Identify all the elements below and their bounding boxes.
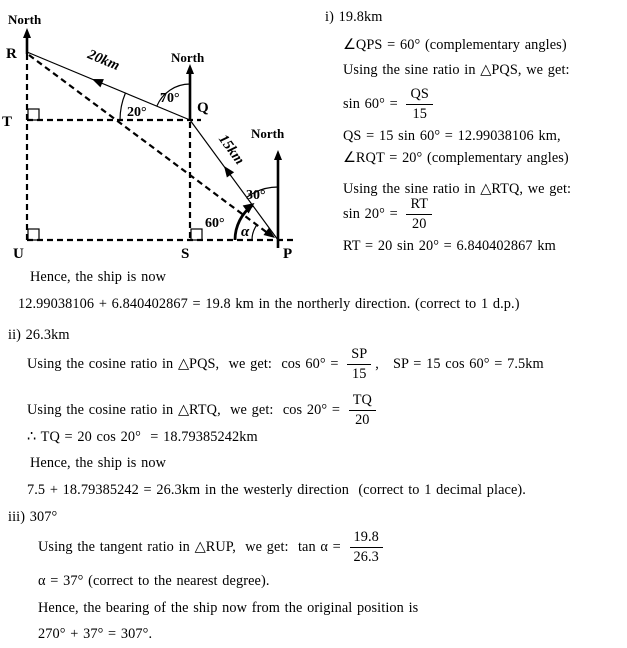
fraction-rt-20 [406, 196, 432, 233]
north-label-q: North [171, 50, 205, 65]
north-label-p: North [251, 126, 285, 141]
equation-post: , SP = 15 cos 60° = 7.5km [375, 356, 544, 372]
fraction-denominator: 26.3 [353, 549, 379, 565]
fraction-denominator: 20 [412, 216, 427, 232]
arc-alpha-at-p [252, 224, 257, 240]
fraction-denominator: 15 [412, 106, 427, 122]
direction-arrowhead-pq [220, 163, 234, 177]
part-i-equation-sin60 [343, 86, 437, 123]
part-i-qs-result: QS = 15 sin 60° = 12.99038106 km, [343, 128, 561, 144]
fraction-tq-20 [349, 392, 376, 429]
distance-label-rq: 20km [85, 46, 122, 75]
fraction-numerator: QS [406, 86, 432, 105]
part-ii-equation-cos20 [27, 392, 380, 429]
fraction-sp-15 [347, 346, 371, 383]
fraction-numerator: RT [406, 196, 432, 215]
right-angle-mark-u [28, 229, 39, 240]
north-label-r: North [8, 12, 42, 27]
fraction-denominator: 20 [355, 412, 370, 428]
point-label-t: T [2, 114, 13, 130]
right-angle-mark-t [28, 109, 39, 120]
angle-label-20: 20° [127, 105, 147, 120]
part-iii-result: 270° + 37° = 307°. [38, 626, 153, 642]
part-iii-alpha-result: α = 37° (correct to the nearest degree). [38, 573, 270, 589]
fraction-numerator: SP [347, 346, 371, 365]
fraction-numerator: 19.8 [350, 529, 383, 548]
equation-pre: Using the cosine ratio in △RTQ, we get: cos 20° = [27, 402, 345, 418]
angle-label-30: 30° [246, 188, 266, 203]
part-ii-equation-cos60 [27, 346, 544, 383]
part-i-sine-pqs: Using the sine ratio in △PQS, we get: [343, 62, 570, 78]
part-iii-heading: iii) 307° [8, 509, 58, 525]
right-angle-mark-s [191, 229, 202, 240]
north-arrowhead-p [274, 150, 282, 160]
point-label-r: R [6, 46, 17, 62]
angle-label-60: 60° [205, 216, 225, 231]
fraction-numerator: TQ [349, 392, 376, 411]
point-label-q: Q [197, 100, 209, 116]
distance-label-pq: 15km [215, 131, 248, 168]
north-arrowhead-r [23, 28, 31, 38]
equation-pre: Using the tangent ratio in △RUP, we get: tan α = [38, 539, 346, 555]
part-ii-hence: Hence, the ship is now [30, 455, 167, 471]
part-i-result: 12.99038106 + 6.840402867 = 19.8 km in the northerly direction. (correct to 1 d.p.) [18, 296, 520, 312]
part-i-sine-rtq: Using the sine ratio in △RTQ, we get: [343, 181, 572, 197]
part-i-hence: Hence, the ship is now [30, 269, 167, 285]
fraction-qs-15 [406, 86, 432, 123]
point-label-u: U [13, 246, 24, 262]
part-ii-tq-result: ∴ TQ = 20 cos 20° = 18.79385242km [27, 429, 258, 445]
part-ii-result: 7.5 + 18.79385242 = 26.3km in the westerly direction (correct to 1 decimal place). [27, 482, 526, 498]
direction-arrowhead-qr [90, 75, 104, 88]
equation-lhs: sin 60° = [343, 96, 403, 112]
arc-20-at-q [120, 93, 125, 120]
angle-label-70: 70° [160, 91, 180, 106]
part-i-equation-sin20 [343, 196, 436, 233]
equation-lhs: sin 20° = [343, 206, 403, 222]
north-arrowhead-q [186, 64, 194, 74]
part-i-rt-result: RT = 20 sin 20° = 6.840402867 km [343, 238, 556, 254]
part-i-angle-rqt: ∠RQT = 20° (complementary angles) [343, 150, 569, 166]
bearings-diagram [0, 0, 320, 265]
point-label-s: S [181, 246, 190, 262]
fraction-198-263 [350, 529, 383, 566]
part-ii-heading: ii) 26.3km [8, 327, 70, 343]
part-i-angle-qps: ∠QPS = 60° (complementary angles) [343, 37, 567, 53]
angle-label-alpha: α [241, 224, 250, 240]
part-iii-equation-tan [38, 529, 387, 566]
part-iii-hence: Hence, the bearing of the ship now from the original position is [38, 600, 419, 616]
part-i-heading: i) 19.8km [325, 9, 383, 25]
equation-pre: Using the cosine ratio in △PQS, we get: cos 60° = [27, 356, 344, 372]
point-label-p: P [283, 246, 293, 262]
fraction-denominator: 15 [351, 366, 367, 382]
